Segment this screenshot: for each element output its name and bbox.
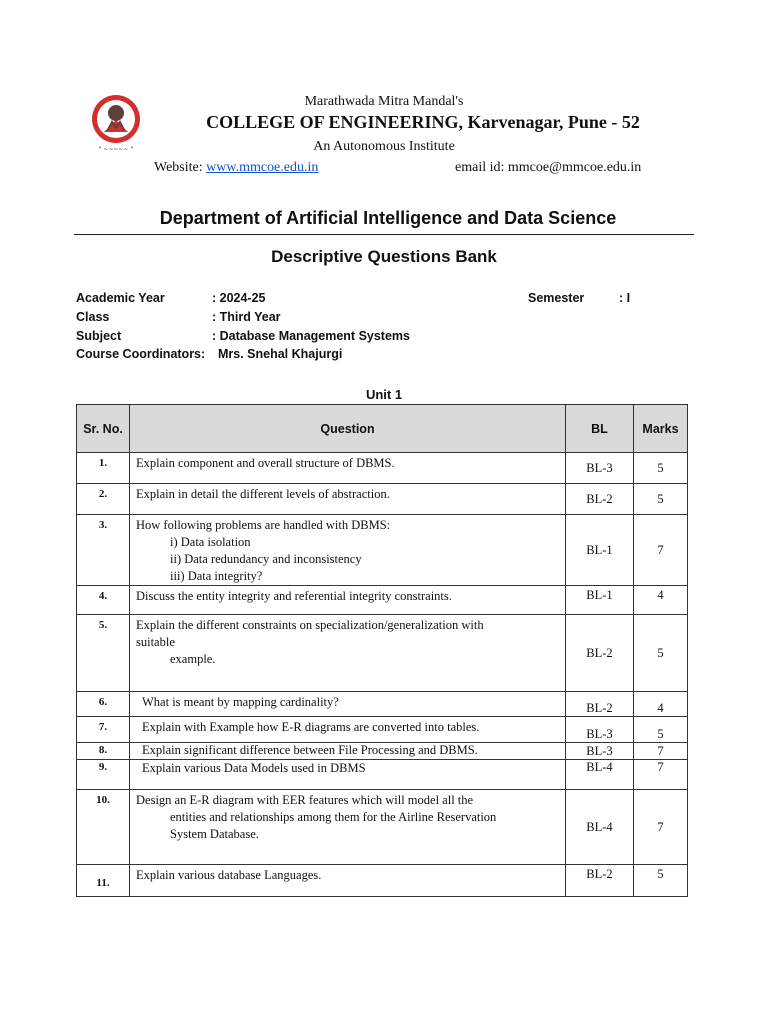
marks: 4 [634, 586, 688, 615]
subject-value: : Database Management Systems [212, 329, 410, 343]
table-row [77, 865, 688, 897]
table-row [77, 615, 688, 692]
question-line: suitable [136, 635, 175, 649]
question-line: Design an E-R diagram with EER features which will model all the [136, 793, 474, 807]
semester-value: : I [619, 291, 631, 305]
trust-name: Marathwada Mitra Mandal's [304, 94, 464, 109]
question-text: Explain component and overall structure of DBMS. [130, 453, 566, 484]
bloom-level: BL-3 [566, 453, 634, 484]
question-line: i) Data isolation [170, 535, 251, 549]
college-name: COLLEGE OF ENGINEERING, Karvenagar, Pune - 52 [206, 112, 640, 132]
bloom-level: BL-3 [566, 743, 634, 760]
unit-title: Unit 1 [365, 387, 403, 402]
question-line: System Database. [170, 827, 259, 841]
bloom-level: BL-2 [566, 865, 634, 897]
questions-table [76, 404, 688, 897]
marks: 7 [634, 760, 688, 790]
question-line: example. [170, 652, 216, 666]
website-link[interactable]: www.mmcoe.edu.in [206, 160, 319, 175]
class-value: : Third Year [212, 310, 281, 324]
marks: 4 [634, 692, 688, 717]
table-header-row [77, 405, 688, 453]
sr-no: 1. [77, 453, 130, 484]
subject-label: Subject [76, 329, 122, 343]
marks: 5 [634, 717, 688, 743]
sr-no: 5. [77, 615, 130, 692]
question-line: entities and relationships among them for the Airline Reservation [170, 810, 497, 824]
academic-year-value: : 2024-25 [212, 291, 266, 305]
header-marks: Marks [634, 405, 688, 453]
question-text: Explain various database Languages. [130, 865, 566, 897]
question-text: Discuss the entity integrity and referential integrity constraints. [130, 586, 566, 615]
email-value: mmcoe@mmcoe.edu.in [507, 160, 642, 175]
table-row [77, 484, 688, 515]
question-text: Explain various Data Models used in DBMS [130, 760, 566, 790]
coordinators-value: Mrs. Snehal Khajurgi [218, 347, 343, 361]
email-label: email id: [455, 160, 505, 175]
table-row [77, 717, 688, 743]
department-title: Department of Artificial Intelligence and Data Science [159, 208, 617, 228]
document-title: Descriptive Questions Bank [271, 247, 497, 266]
question-text: Explain with Example how E-R diagrams are converted into tables. [130, 717, 566, 743]
question-text: Explain significant difference between File Processing and DBMS. [130, 743, 566, 760]
question-text [130, 790, 566, 865]
sr-no: 4. [77, 586, 130, 615]
academic-year-label: Academic Year [76, 291, 165, 305]
marks: 5 [634, 453, 688, 484]
coordinators-label: Course Coordinators: [76, 347, 206, 361]
bloom-level: BL-2 [566, 615, 634, 692]
sr-no: 10. [77, 790, 130, 865]
marks: 7 [634, 743, 688, 760]
class-label: Class [76, 310, 110, 324]
bloom-level: BL-3 [566, 717, 634, 743]
sr-no: 2. [77, 484, 130, 515]
table-row [77, 692, 688, 717]
bloom-level: BL-1 [566, 586, 634, 615]
marks: 5 [634, 615, 688, 692]
svg-text:" ~~~~~ ": " ~~~~~ " [98, 146, 134, 153]
website-line [154, 160, 318, 176]
question-line: How following problems are handled with DBMS: [136, 518, 391, 532]
bloom-level: BL-1 [566, 515, 634, 586]
header-question: Question [130, 405, 566, 453]
bloom-level: BL-2 [566, 692, 634, 717]
sr-no: 11. [77, 865, 130, 897]
sr-no: 6. [77, 692, 130, 717]
question-text [130, 615, 566, 692]
marks: 7 [634, 790, 688, 865]
bloom-level: BL-4 [566, 760, 634, 790]
table-row [77, 586, 688, 615]
semester-label: Semester [528, 291, 585, 305]
website-label: Website: [154, 160, 203, 175]
sr-no: 8. [77, 743, 130, 760]
table-row [77, 790, 688, 865]
sr-no: 3. [77, 515, 130, 586]
bloom-level: BL-2 [566, 484, 634, 515]
email-line [455, 160, 641, 176]
question-line: Explain the different constraints on specialization/generalization with [136, 618, 484, 632]
question-text [130, 515, 566, 586]
sr-no: 7. [77, 717, 130, 743]
header-divider [74, 234, 694, 235]
bloom-level: BL-4 [566, 790, 634, 865]
question-line: iii) Data integrity? [170, 569, 263, 583]
table-row [77, 743, 688, 760]
sr-no: 9. [77, 760, 130, 790]
marks: 5 [634, 484, 688, 515]
marks: 7 [634, 515, 688, 586]
table-row [77, 453, 688, 484]
question-text: Explain in detail the different levels of abstraction. [130, 484, 566, 515]
marks: 5 [634, 865, 688, 897]
table-row [77, 760, 688, 790]
header-sr-no: Sr. No. [77, 405, 130, 453]
autonomous-label: An Autonomous Institute [313, 139, 455, 154]
question-line: ii) Data redundancy and inconsistency [170, 552, 362, 566]
question-text: What is meant by mapping cardinality? [130, 692, 566, 717]
header-bl: BL [566, 405, 634, 453]
table-row [77, 515, 688, 586]
semester-row [528, 291, 631, 305]
